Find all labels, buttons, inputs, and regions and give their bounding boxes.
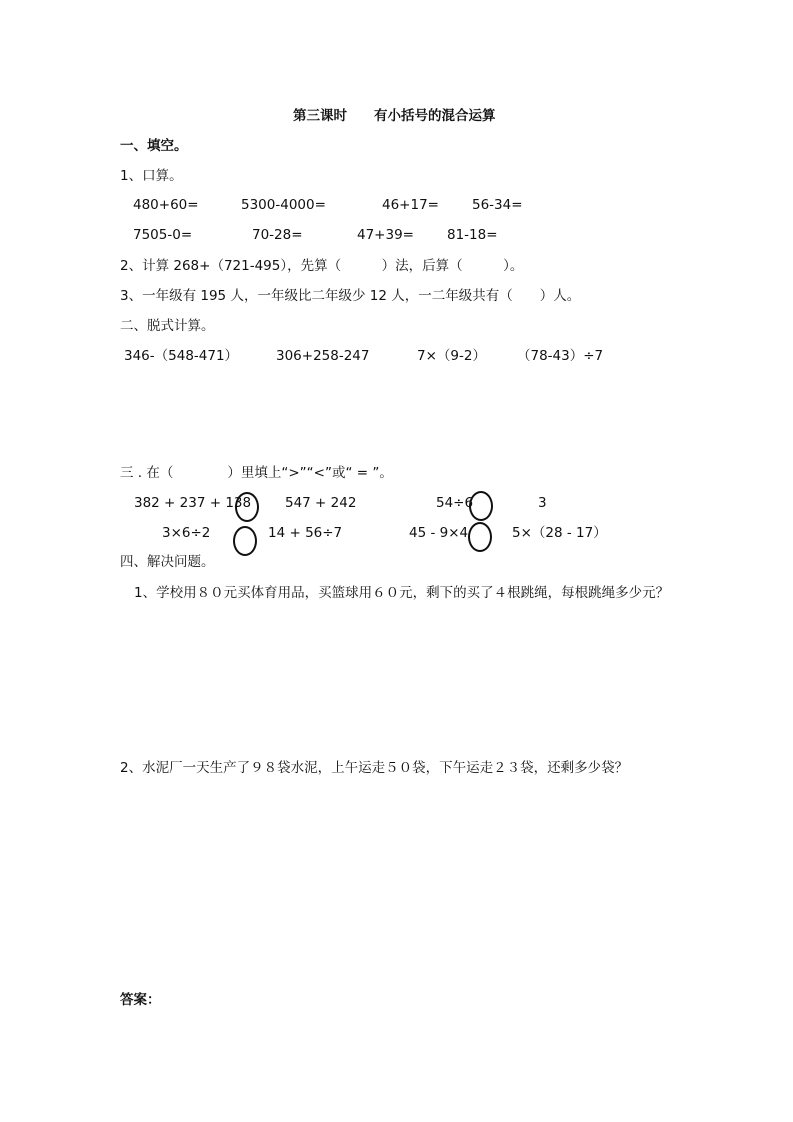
question-3: 3、一年级有 195 人，一年级比二年级少 12 人，一二年级共有（ ）人。 bbox=[120, 288, 581, 304]
compare-circle[interactable] bbox=[233, 526, 257, 556]
question-2: 2、计算 268+（721-495），先算（ ）法，后算（ ）。 bbox=[120, 258, 524, 274]
mental-math-item: 81-18= bbox=[447, 227, 498, 243]
compare-left: 3×6÷2 bbox=[162, 525, 211, 541]
compare-circle[interactable] bbox=[235, 492, 259, 522]
calc-item: 346-（548-471） bbox=[124, 348, 239, 364]
word-problem-2: 2、水泥厂一天生产了９８袋水泥，上午运走５０袋，下午运走２３袋，还剩多少袋？ bbox=[120, 760, 629, 776]
q1-label: 1、口算。 bbox=[120, 168, 183, 184]
calc-item: 7×（9-2） bbox=[417, 348, 486, 364]
compare-left: 382 + 237 + 138 bbox=[134, 495, 252, 511]
lesson-topic: 有小括号的混合运算 bbox=[374, 108, 496, 124]
compare-circle[interactable] bbox=[468, 522, 492, 552]
compare-right: 3 bbox=[538, 495, 547, 511]
mental-math-item: 480+60= bbox=[133, 197, 199, 213]
section2-heading: 二、脱式计算。 bbox=[120, 318, 215, 334]
mental-math-item: 47+39= bbox=[357, 227, 414, 243]
compare-right: 547 + 242 bbox=[285, 495, 357, 511]
compare-circle[interactable] bbox=[469, 491, 493, 521]
mental-math-item: 70-28= bbox=[252, 227, 303, 243]
compare-left: 45 - 9×4 bbox=[409, 525, 469, 541]
section4-heading: 四、解决问题。 bbox=[120, 554, 215, 570]
calc-item: （78-43）÷7 bbox=[517, 348, 604, 364]
word-problem-1: 1、学校用８０元买体育用品，买篮球用６０元，剩下的买了４根跳绳，每根跳绳多少元？ bbox=[134, 585, 670, 601]
mental-math-item: 56-34= bbox=[472, 197, 523, 213]
mental-math-item: 46+17= bbox=[382, 197, 439, 213]
compare-left: 54÷6 bbox=[436, 495, 474, 511]
section3-heading: 三 . 在（ ）里填上“>”“<”或“ = ”。 bbox=[120, 465, 393, 481]
section1-heading: 一、填空。 bbox=[120, 138, 188, 154]
answers-heading: 答案： bbox=[120, 992, 161, 1008]
compare-right: 14 + 56÷7 bbox=[268, 525, 343, 541]
calc-item: 306+258-247 bbox=[276, 348, 370, 364]
mental-math-item: 5300-4000= bbox=[241, 197, 326, 213]
lesson-number: 第三课时 bbox=[293, 108, 347, 124]
compare-right: 5×（28 - 17） bbox=[512, 525, 607, 541]
mental-math-item: 7505-0= bbox=[133, 227, 193, 243]
